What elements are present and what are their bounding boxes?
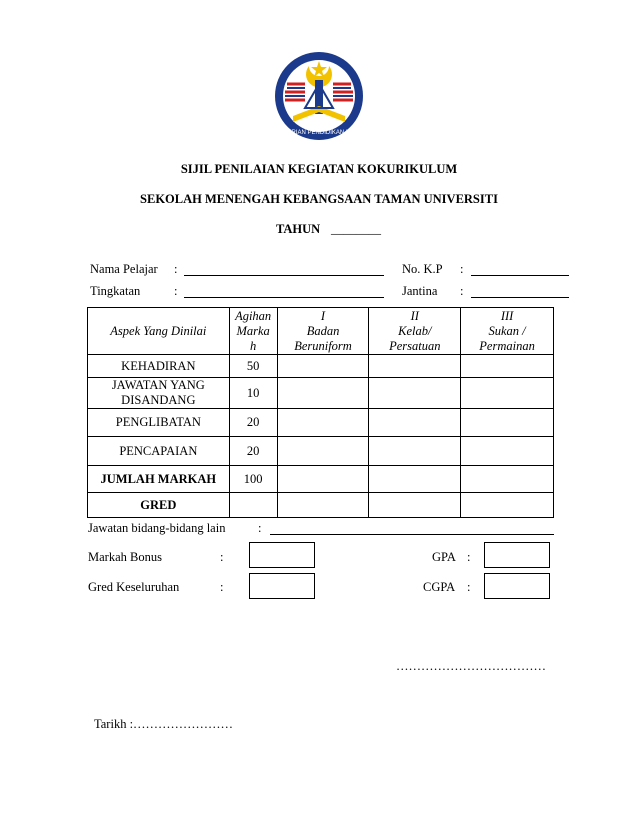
table-row	[88, 409, 554, 437]
row-aspek: JUMLAH MARKAH	[88, 466, 230, 493]
colon: :	[220, 580, 224, 594]
jantina-field[interactable]	[471, 285, 569, 298]
table-row	[88, 493, 554, 518]
score-cell[interactable]	[277, 493, 369, 518]
header-text: Persatuan	[389, 338, 441, 353]
row-markah: 10	[229, 378, 277, 409]
row-aspek: KEHADIRAN	[88, 355, 230, 378]
score-cell[interactable]	[461, 355, 554, 378]
no-kp-label: No. K.P	[402, 262, 443, 276]
nama-pelajar-field[interactable]	[184, 263, 384, 276]
header-text: Marka	[236, 323, 270, 338]
table-row	[88, 355, 554, 378]
gred-keseluruhan-label: Gred Keseluruhan	[88, 580, 180, 594]
header-badan-beruniform	[277, 308, 369, 355]
score-cell[interactable]	[277, 466, 369, 493]
score-cell[interactable]	[369, 493, 461, 518]
row-aspek: GRED	[88, 493, 230, 518]
row-markah: 20	[229, 409, 277, 437]
colon: :	[258, 521, 262, 535]
colon: :	[174, 262, 178, 276]
row-aspek: PENGLIBATAN	[88, 409, 230, 437]
jawatan-lain-field[interactable]	[270, 522, 554, 535]
header-text: Agihan	[235, 308, 272, 323]
score-cell[interactable]	[369, 437, 461, 466]
table-row	[88, 466, 554, 493]
no-kp-field[interactable]	[471, 263, 569, 276]
jantina-label: Jantina	[402, 284, 438, 298]
table-row	[88, 378, 554, 409]
gred-keseluruhan-box[interactable]	[249, 573, 315, 599]
tarikh-label: Tarikh :……………………	[94, 717, 234, 731]
header-text: h	[250, 338, 257, 353]
header-kelab-persatuan	[369, 308, 461, 355]
gpa-label: GPA	[432, 550, 456, 564]
gpa-box[interactable]	[484, 542, 550, 568]
ministry-logo	[262, 50, 376, 142]
row-markah	[229, 493, 277, 518]
score-cell[interactable]	[277, 355, 369, 378]
markah-bonus-box[interactable]	[249, 542, 315, 568]
score-cell[interactable]	[277, 409, 369, 437]
header-aspek: Aspek Yang Dinilai	[88, 308, 230, 355]
header-text: Beruniform	[294, 338, 352, 353]
colon: :	[174, 284, 178, 298]
header-text: Sukan /	[488, 323, 526, 338]
score-cell[interactable]	[461, 378, 554, 409]
header-text: I	[320, 308, 326, 323]
year-blank: ________	[331, 222, 381, 236]
score-cell[interactable]	[277, 437, 369, 466]
assessment-table	[87, 307, 554, 518]
header-text: Permainan	[479, 338, 535, 353]
row-markah: 100	[229, 466, 277, 493]
score-cell[interactable]	[277, 378, 369, 409]
score-cell[interactable]	[461, 493, 554, 518]
table-header-row	[88, 308, 554, 355]
tingkatan-field[interactable]	[184, 285, 384, 298]
row-aspek: PENCAPAIAN	[88, 437, 230, 466]
header-agihan-markah	[229, 308, 277, 355]
table-row	[88, 437, 554, 466]
score-cell[interactable]	[461, 409, 554, 437]
colon: :	[467, 550, 471, 564]
row-aspek: JAWATAN YANG DISANDANG	[88, 378, 230, 409]
colon: :	[460, 262, 464, 276]
tingkatan-label: Tingkatan	[90, 284, 141, 298]
logo-text: KEMENTERIAN PENDIDIKAN MALAYSIA	[262, 130, 376, 136]
markah-bonus-label: Markah Bonus	[88, 550, 162, 564]
year-label: TAHUN	[276, 222, 321, 236]
header-text: III	[500, 308, 514, 323]
header-text: Kelab/	[398, 323, 432, 338]
certificate-title: SIJIL PENILAIAN KEGIATAN KOKURIKULUM	[180, 162, 458, 176]
nama-pelajar-label: Nama Pelajar	[90, 262, 158, 276]
row-markah: 20	[229, 437, 277, 466]
score-cell[interactable]	[461, 437, 554, 466]
score-cell[interactable]	[369, 355, 461, 378]
score-cell[interactable]	[369, 378, 461, 409]
header-text: II	[410, 308, 419, 323]
school-name: SEKOLAH MENENGAH KEBANGSAAN TAMAN UNIVERSITI	[140, 192, 498, 206]
signature-line: ………………………………	[396, 659, 546, 673]
row-markah: 50	[229, 355, 277, 378]
colon: :	[220, 550, 224, 564]
jawatan-lain-label: Jawatan bidang-bidang lain	[88, 521, 226, 535]
header-text: Badan	[306, 323, 340, 338]
score-cell[interactable]	[369, 409, 461, 437]
cgpa-box[interactable]	[484, 573, 550, 599]
score-cell[interactable]	[461, 466, 554, 493]
colon: :	[460, 284, 464, 298]
score-cell[interactable]	[369, 466, 461, 493]
colon: :	[467, 580, 471, 594]
cgpa-label: CGPA	[423, 580, 456, 594]
header-sukan-permainan	[461, 308, 554, 355]
